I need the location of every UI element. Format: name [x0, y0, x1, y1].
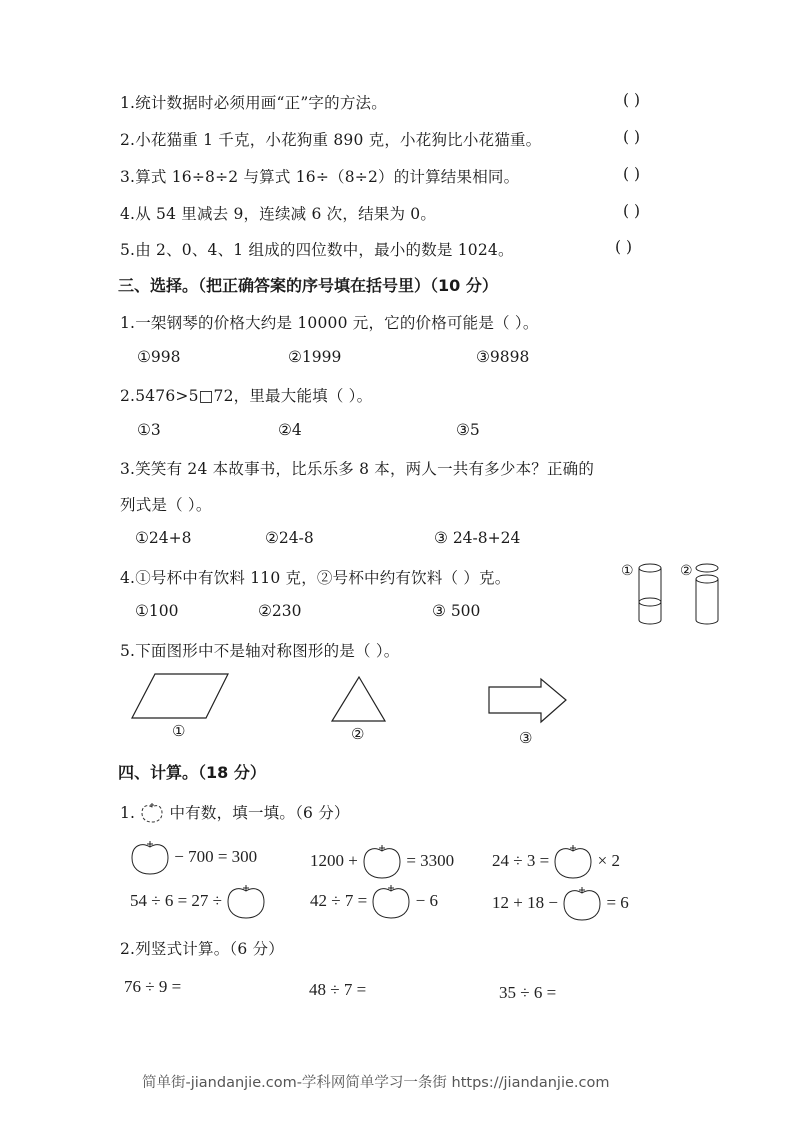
answer-paren-3[interactable]: ( )	[623, 165, 641, 183]
choice-q2-option-3[interactable]: ③5	[456, 421, 480, 439]
vertical-calc-3: 35 ÷ 6 =	[499, 983, 557, 1002]
choice-q4-option-2[interactable]: ②230	[258, 602, 302, 620]
equation-4: 54 ÷ 6 = 27 ÷	[130, 884, 266, 920]
calc-q1-prefix: 1.	[120, 804, 136, 822]
judgement-item-4: 4.从 54 里减去 9，连续减 6 次，结果为 0。	[120, 205, 437, 223]
cup-2-label: ②	[680, 563, 693, 579]
choice-q3-line2: 列式是（ ）。	[120, 496, 212, 514]
vertical-calc-1: 76 ÷ 9 =	[124, 977, 182, 996]
apple-blank-icon[interactable]	[371, 884, 411, 920]
choice-q5: 5.下面图形中不是轴对称图形的是（ ）。	[120, 642, 400, 660]
section-4-title: 四、计算。（18 分）	[118, 763, 266, 782]
judgement-item-3: 3.算式 16÷8÷2 与算式 16÷（8÷2）的计算结果相同。	[120, 168, 520, 186]
answer-paren-4[interactable]: ( )	[623, 202, 641, 220]
cup-2-icon	[693, 562, 723, 628]
equation-3: 24 ÷ 3 = × 2	[492, 844, 620, 880]
shape-3-label: ③	[519, 729, 533, 747]
cup-1-label: ①	[621, 563, 634, 579]
apple-icon	[140, 802, 164, 824]
arrow-icon[interactable]	[486, 676, 570, 726]
equation-1: − 700 = 300	[130, 840, 257, 876]
choice-q1: 1.一架钢琴的价格大约是 10000 元，它的价格可能是（ ）。	[120, 314, 539, 332]
choice-q2: 2.5476>5□72，里最大能填（ ）。	[120, 387, 373, 405]
answer-paren-5[interactable]: ( )	[615, 238, 633, 256]
calc-q2-title: 2.列竖式计算。（6 分）	[120, 940, 284, 958]
choice-q2-option-1[interactable]: ①3	[137, 421, 161, 439]
choice-q3-option-2[interactable]: ②24-8	[265, 529, 314, 547]
shape-2-label: ②	[351, 725, 365, 743]
calc-q1-suffix: 中有数，填一填。（6 分）	[169, 804, 350, 822]
shape-1-label: ①	[172, 722, 186, 740]
equation-5: 42 ÷ 7 = − 6	[310, 884, 438, 920]
answer-paren-1[interactable]: ( )	[623, 91, 641, 109]
apple-blank-icon[interactable]	[362, 844, 402, 880]
choice-q4: 4.①号杯中有饮料 110 克，②号杯中约有饮料（ ）克。	[120, 569, 511, 587]
calc-q1-title	[120, 801, 350, 824]
equation-6: 12 + 18 − = 6	[492, 886, 629, 922]
apple-blank-icon[interactable]	[226, 884, 266, 920]
judgement-item-2: 2.小花猫重 1 千克，小花狗重 890 克，小花狗比小花猫重。	[120, 131, 542, 149]
parallelogram-icon[interactable]	[128, 670, 232, 722]
answer-paren-2[interactable]: ( )	[623, 128, 641, 146]
choice-q1-option-2[interactable]: ②1999	[288, 348, 342, 366]
choice-q4-option-3[interactable]: ③ 500	[432, 602, 481, 620]
apple-blank-icon[interactable]	[553, 844, 593, 880]
vertical-calc-2: 48 ÷ 7 =	[309, 980, 367, 999]
footer-watermark: 简单街-jiandanjie.com-学科网简单学习一条街 https://jiandanjie.com	[142, 1075, 610, 1091]
judgement-item-1: 1.统计数据时必须用画“正”字的方法。	[120, 94, 387, 112]
choice-q3-line1: 3.笑笑有 24 本故事书，比乐乐多 8 本，两人一共有多少本？正确的	[120, 460, 595, 478]
choice-q1-option-3[interactable]: ③9898	[476, 348, 530, 366]
judgement-item-5: 5.由 2、0、4、1 组成的四位数中，最小的数是 1024。	[120, 241, 514, 259]
apple-blank-icon[interactable]	[130, 840, 170, 876]
choice-q3-option-1[interactable]: ①24+8	[135, 529, 192, 547]
choice-q1-option-1[interactable]: ①998	[137, 348, 181, 366]
cup-1-icon	[636, 562, 666, 628]
choice-q2-option-2[interactable]: ②4	[278, 421, 302, 439]
section-3-title: 三、选择。（把正确答案的序号填在括号里）（10 分）	[118, 276, 498, 295]
choice-q4-option-1[interactable]: ①100	[135, 602, 179, 620]
triangle-icon[interactable]	[328, 673, 390, 725]
equation-2: 1200 + = 3300	[310, 844, 454, 880]
apple-blank-icon[interactable]	[562, 886, 602, 922]
choice-q3-option-3[interactable]: ③ 24-8+24	[434, 529, 521, 547]
